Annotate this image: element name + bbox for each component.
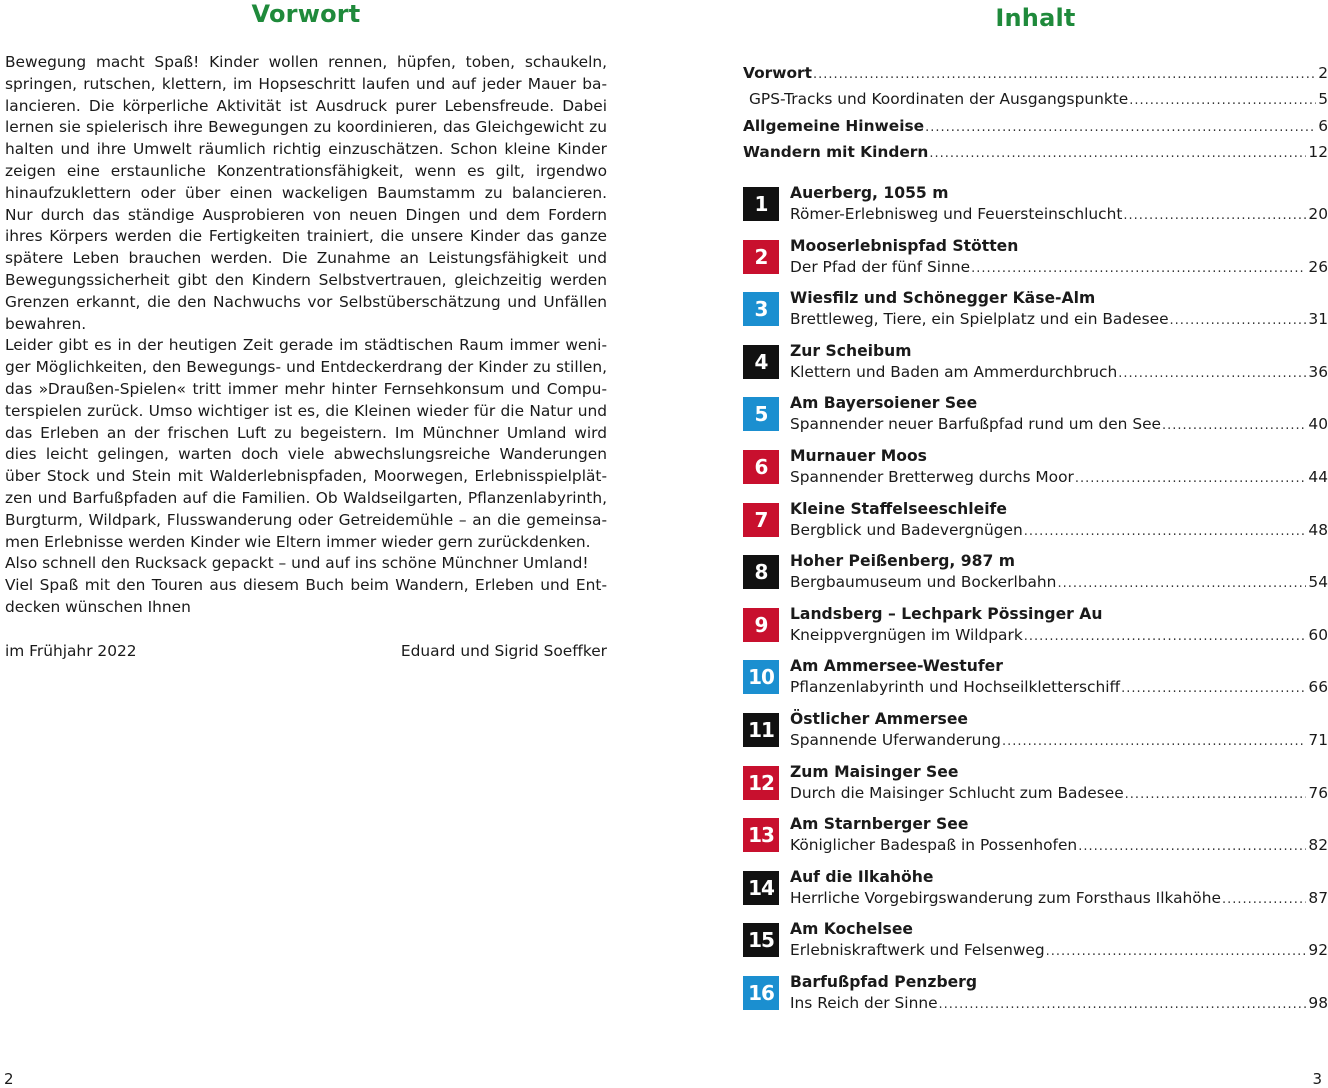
tour-subtitle-line	[790, 258, 1328, 276]
foreword-paragraph: Viel Spaß mit den Touren aus diesem Buch beim Wandern, Erleben und Entdecken wünschen Ihnen	[5, 576, 607, 616]
tour-entry[interactable]	[743, 501, 1328, 554]
tour-entry[interactable]	[743, 921, 1328, 974]
tour-entry[interactable]	[743, 553, 1328, 606]
tour-entry[interactable]	[743, 606, 1328, 659]
tour-entry[interactable]	[743, 238, 1328, 291]
tour-page: 87	[1308, 888, 1328, 907]
toc-entry-page: 2	[1318, 64, 1328, 82]
tour-entry[interactable]	[743, 343, 1328, 396]
tour-subtitle-line	[790, 731, 1328, 749]
tour-page: 76	[1308, 783, 1328, 802]
foreword-body	[5, 52, 607, 619]
tour-title: Zur Scheibum	[790, 341, 912, 360]
leader-dots	[1125, 787, 1307, 802]
toc-front-matter	[743, 64, 1328, 170]
tour-entry[interactable]	[743, 869, 1328, 922]
tour-title: Zum Maisinger See	[790, 762, 959, 781]
tour-title: Am Ammersee-Westufer	[790, 657, 1003, 676]
tour-number-badge: 8	[743, 555, 779, 589]
tour-page: 98	[1308, 993, 1328, 1012]
tour-subtitle: Spannender neuer Barfußpfad rund um den See	[790, 415, 1162, 434]
tour-title: Wiesfilz und Schönegger Käse-Alm	[790, 289, 1096, 308]
tour-title: Landsberg – Lechpark Pössinger Au	[790, 604, 1103, 623]
tour-subtitle-line	[790, 678, 1328, 696]
tour-subtitle: Erlebniskraftwerk und Felsenweg	[790, 941, 1045, 960]
leader-dots	[1129, 93, 1316, 108]
tour-subtitle: Brettleweg, Tiere, ein Spielplatz und ein Badesee	[790, 310, 1169, 329]
left-page	[0, 0, 640, 1088]
tour-title: Barfußpfad Penzberg	[790, 972, 978, 991]
tour-subtitle-line	[790, 205, 1328, 223]
tour-number-badge: 2	[743, 240, 779, 274]
tour-number-badge: 1	[743, 187, 779, 221]
tour-subtitle-line	[790, 784, 1328, 802]
tour-number-badge: 9	[743, 608, 779, 642]
leader-dots	[1222, 892, 1306, 907]
tour-title: Am Starnberger See	[790, 815, 969, 834]
tour-page: 40	[1308, 415, 1328, 434]
leader-dots	[1057, 576, 1306, 591]
tour-list	[743, 185, 1328, 1027]
tour-number-badge: 5	[743, 397, 779, 431]
tour-subtitle-line	[790, 521, 1328, 539]
foreword-paragraph: Bewegung macht Spaß! Kinder wollen rennen, hüpfen, toben, schaukeln, springen, rutschen, klettern, im Hopseschritt laufen und auf jeder Mauer balancieren. Die körperliche Aktivität ist Ausdruck purer Lebensfreude. Dabei lernen sie spielerisch ihre Bewegungen zu koordinieren, das Gleichgewicht zu halten und ihre Umwelt räumlich richtig einzuschätzen. Schon kleine Kinder zeigen eine erstaunliche Konzentrationsfähigkeit, wenn es gilt, irgendwo hinaufzuklettern oder über einen wackeligen Baumstamm zu balancieren. Nur durch das ständige Ausprobieren von neuen Dingen und dem Fordern ihres Körpers werden die Fertigkeiten trainiert, die unsere Kinder das ganze spätere Leben brauchen werden. Die Zunahme an Leistungsfähigkeit und Bewegungssicherheit gibt den Kindern Selbstvertrauen, gleichzeitig werden Grenzen erkannt, die den Nachwuchs vor Selbstüberschätzung und Unfällen bewahren.	[5, 53, 607, 333]
foreword-paragraph: Also schnell den Rucksack gepackt – und auf ins schöne Münchner Umland!	[5, 554, 589, 573]
tour-title: Östlicher Ammersee	[790, 709, 968, 728]
tour-number-badge: 3	[743, 292, 779, 326]
tour-title: Hoher Peißenberg, 987 m	[790, 552, 1015, 571]
tour-subtitle: Herrliche Vorgebirgswanderung zum Forsthaus Ilkahöhe	[790, 888, 1221, 907]
tour-number-badge: 12	[743, 766, 779, 800]
tour-subtitle-line	[790, 836, 1328, 854]
leader-dots	[1170, 313, 1307, 328]
tour-title: Am Bayersoiener See	[790, 394, 978, 413]
tour-page: 44	[1308, 467, 1328, 486]
tour-number-badge: 4	[743, 345, 779, 379]
toc-entry[interactable]	[743, 64, 1328, 90]
tour-title: Am Kochelsee	[790, 920, 913, 939]
tour-entry[interactable]	[743, 974, 1328, 1027]
tour-entry[interactable]	[743, 711, 1328, 764]
toc-entry-title: Allgemeine Hinweise	[743, 116, 925, 135]
tour-subtitle-line	[790, 468, 1328, 486]
tour-subtitle: Bergblick und Badevergnügen	[790, 520, 1023, 539]
leader-dots	[971, 261, 1306, 276]
tour-subtitle: Spannende Uferwanderung	[790, 730, 1001, 749]
tour-number-badge: 11	[743, 713, 779, 747]
leader-dots	[925, 120, 1316, 135]
toc-entry[interactable]	[743, 90, 1328, 116]
tour-subtitle-line	[790, 310, 1328, 328]
page-number-right: 3	[1312, 1070, 1322, 1088]
tour-number-badge: 16	[743, 976, 779, 1010]
tour-page: 92	[1308, 941, 1328, 960]
leader-dots	[939, 997, 1307, 1012]
leader-dots	[1118, 366, 1306, 381]
tour-subtitle: Ins Reich der Sinne	[790, 993, 938, 1012]
leader-dots	[1046, 944, 1307, 959]
tour-title: Auerberg, 1055 m	[790, 184, 949, 202]
tour-number-badge: 7	[743, 503, 779, 537]
tour-subtitle: Der Pfad der fünf Sinne	[790, 257, 971, 276]
tour-number-badge: 15	[743, 923, 779, 957]
tour-subtitle: Durch die Maisinger Schlucht zum Badesee	[790, 783, 1124, 802]
toc-entry[interactable]	[743, 117, 1328, 143]
leader-dots	[1078, 839, 1306, 854]
toc-entry-page: 6	[1318, 116, 1328, 135]
tour-subtitle-line	[790, 889, 1328, 907]
tour-entry[interactable]	[743, 816, 1328, 869]
tour-subtitle: Spannender Bretterweg durchs Moor	[790, 467, 1074, 486]
toc-entry-page: 12	[1308, 143, 1328, 162]
tour-subtitle: Bergbaumuseum und Bockerlbahn	[790, 573, 1057, 592]
tour-page: 60	[1308, 625, 1328, 644]
tour-page: 71	[1308, 730, 1328, 749]
leader-dots	[1123, 208, 1306, 223]
toc-entry[interactable]	[743, 143, 1328, 169]
tour-subtitle: Kneippvergnügen im Wildpark	[790, 625, 1023, 644]
tour-entry[interactable]	[743, 658, 1328, 711]
leader-dots	[929, 146, 1306, 161]
tour-entry[interactable]	[743, 290, 1328, 343]
tour-page: 26	[1308, 257, 1328, 276]
tour-page: 48	[1308, 520, 1328, 539]
tour-title: Murnauer Moos	[790, 446, 927, 465]
tour-page: 31	[1308, 310, 1328, 329]
right-page	[664, 0, 1328, 1088]
tour-title: Auf die Ilkahöhe	[790, 867, 934, 886]
tour-subtitle: Klettern und Baden am Ammerdurchbruch	[790, 362, 1118, 381]
tour-entry[interactable]	[743, 185, 1328, 238]
foreword-paragraph: Leider gibt es in der heutigen Zeit gerade im städtischen Raum immer weniger Möglichkeiten, den Bewegungs- und Entdeckerdrang der Kinder zu stillen, das »Draußen-Spielen« tritt immer mehr hinter Fernsehkonsum und Computerspielen zurück. Umso wichtiger ist es, die Kleinen wieder für die Natur und das Erleben an der frischen Luft zu begeistern. Im Münchner Umland wird dies leicht gelingen, warten doch viele abwechslungsreiche Wanderungen über Stock und Stein mit Walderlebnispfaden, Moorwegen, Erlebnisspielplätzen und Barfußpfaden auf die Familien. Ob Waldseilgarten, Pflanzenlabyrinth, Burgturm, Wildpark, Flusswanderung oder Getreidemühle – an die gemeinsamen Erlebnisse werden Kinder wie Eltern immer wieder gern zurückdenken.	[5, 336, 607, 551]
tour-number-badge: 13	[743, 818, 779, 852]
tour-subtitle-line	[790, 941, 1328, 959]
tour-title: Mooserlebnispfad Stötten	[790, 236, 1019, 255]
tour-subtitle-line	[790, 626, 1328, 644]
foreword-date: im Frühjahr 2022	[5, 642, 137, 660]
foreword-authors: Eduard und Sigrid Soeffker	[400, 642, 607, 660]
tour-page: 54	[1308, 573, 1328, 592]
contents-heading: Inhalt	[995, 4, 1076, 32]
tour-page: 82	[1308, 836, 1328, 855]
leader-dots	[1075, 471, 1307, 486]
tour-entry[interactable]	[743, 395, 1328, 448]
tour-entry[interactable]	[743, 764, 1328, 817]
tour-subtitle-line	[790, 573, 1328, 591]
tour-number-badge: 14	[743, 871, 779, 905]
foreword-heading: Vorwort	[251, 0, 361, 28]
tour-page: 36	[1308, 362, 1328, 381]
toc-entry-title: Vorwort	[743, 64, 812, 82]
tour-number-badge: 10	[743, 660, 779, 694]
page-number-left: 2	[4, 1070, 14, 1088]
toc-entry-title: GPS-Tracks und Koordinaten der Ausgangspunkte	[749, 90, 1129, 109]
signature-line	[5, 642, 607, 660]
tour-title: Kleine Staffelseeschleife	[790, 499, 1007, 518]
leader-dots	[1024, 524, 1307, 539]
tour-number-badge: 6	[743, 450, 779, 484]
tour-subtitle: Pflanzenlabyrinth und Hochseilkletterschiff	[790, 678, 1121, 697]
leader-dots	[1162, 418, 1306, 433]
leader-dots	[1121, 681, 1306, 696]
tour-subtitle-line	[790, 994, 1328, 1012]
tour-subtitle-line	[790, 415, 1328, 433]
leader-dots	[1002, 734, 1306, 749]
tour-page: 66	[1308, 678, 1328, 697]
toc-entry-page: 5	[1318, 90, 1328, 109]
toc-entry-title: Wandern mit Kindern	[743, 143, 929, 162]
tour-subtitle-line	[790, 363, 1328, 381]
tour-subtitle: Römer-Erlebnisweg und Feuersteinschlucht	[790, 205, 1123, 223]
tour-subtitle: Königlicher Badespaß in Possenhofen	[790, 836, 1078, 855]
leader-dots	[1024, 629, 1307, 644]
tour-entry[interactable]	[743, 448, 1328, 501]
tour-page: 20	[1308, 205, 1328, 223]
leader-dots	[813, 67, 1316, 82]
